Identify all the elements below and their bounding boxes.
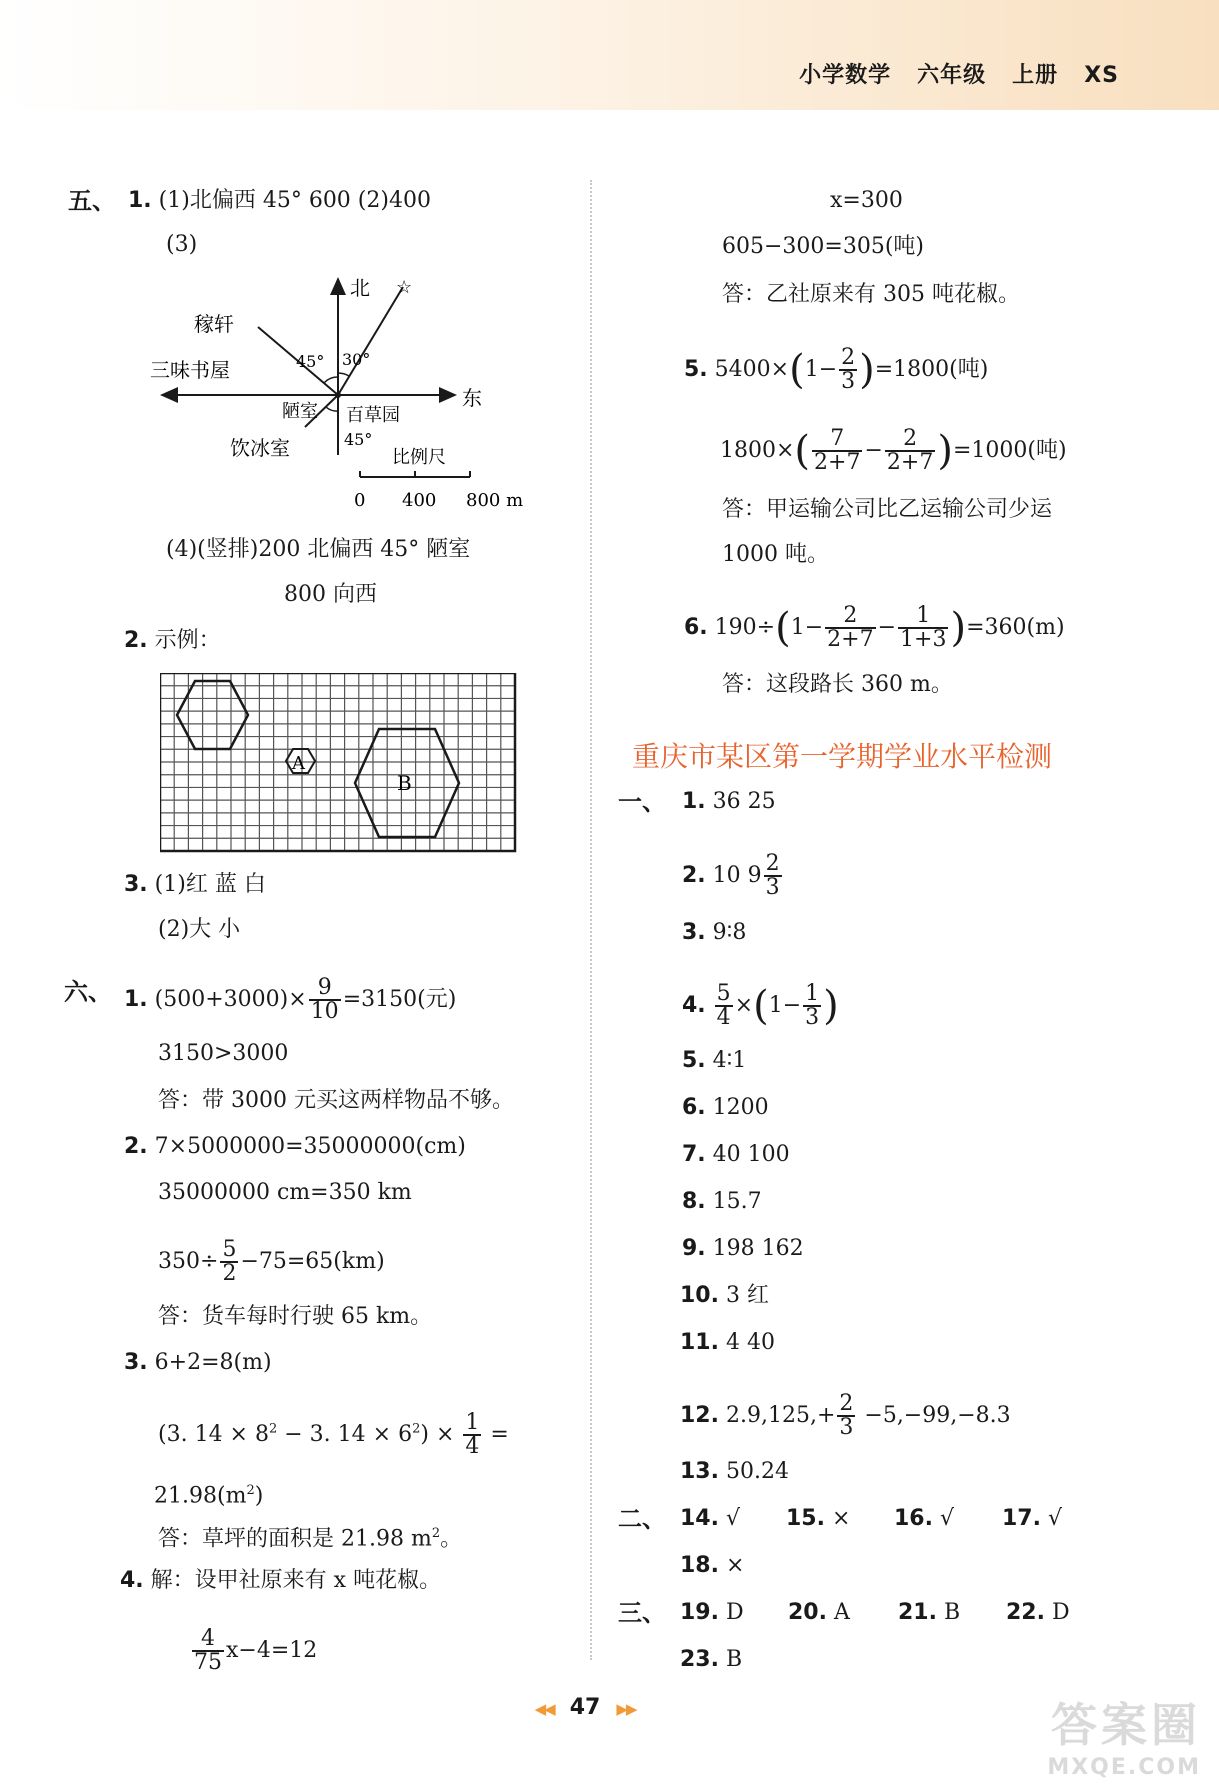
q6-6-answer: 答：这段路长 360 m。 — [722, 672, 953, 697]
q6-5-line1 — [684, 347, 988, 393]
answer-text: 4 40 — [725, 1330, 775, 1355]
fraction-numerator: 5 — [222, 1237, 237, 1262]
answer-text: 1200 — [712, 1095, 769, 1120]
ne-ray — [338, 287, 403, 395]
direction-map — [150, 265, 540, 520]
q5-1-line5: 800 向西 — [284, 582, 377, 607]
q-number: 18. — [680, 1553, 719, 1578]
q-number: 15. — [786, 1506, 825, 1531]
q-number: 21. — [898, 1600, 937, 1625]
header-subject: 小学数学 — [799, 63, 892, 88]
watermark-url: MXQE.COM — [1047, 1755, 1201, 1780]
answer-text: 36 25 — [712, 789, 776, 814]
q-number: 5. — [684, 357, 708, 382]
expr-part: −5,−99,−8.3 — [857, 1403, 1011, 1428]
answer-text: √ — [725, 1506, 741, 1531]
expr-part: =1000(吨) — [952, 438, 1067, 463]
q-number: 1. — [682, 789, 706, 814]
fraction-denominator: 3 — [805, 1005, 820, 1030]
q-number: 2. — [682, 863, 706, 888]
superscript: 2 — [268, 1421, 278, 1437]
angle-arc-sw — [326, 407, 338, 411]
expr-part: 21.98(m — [154, 1483, 247, 1509]
hexagon-grid — [160, 673, 517, 853]
paren: ) — [823, 983, 839, 1029]
superscript: 2 — [431, 1526, 441, 1541]
expr-part: 350÷ — [158, 1249, 219, 1274]
q6-2-answer: 答：货车每时行驶 65 km。 — [158, 1304, 433, 1329]
hexagon-b-label: B — [397, 771, 412, 795]
q5-2-text: 示例： — [154, 628, 221, 653]
angle-arc-nw — [324, 377, 338, 383]
q-number: 13. — [680, 1459, 719, 1484]
section-5-label: 五、 — [68, 187, 116, 215]
map-sanwei: 三味书屋 — [150, 358, 230, 382]
q-number: 9. — [682, 1236, 706, 1261]
q6-1-line2: 3150>3000 — [158, 1041, 289, 1066]
fraction — [715, 983, 733, 1029]
answer-text: 4∶1 — [712, 1048, 747, 1073]
answer-7 — [682, 1140, 790, 1170]
q6-4-line4: 605−300=305(吨) — [722, 234, 925, 259]
q6-5-line2 — [720, 428, 1067, 474]
paren: ) — [937, 428, 953, 474]
map-north: 北 — [350, 276, 370, 300]
map-angle-45a: 45° — [296, 352, 325, 371]
q-number: 10. — [680, 1283, 719, 1308]
answer-text: D — [1051, 1600, 1070, 1625]
q6-1-answer: 答：带 3000 元买这两样物品不够。 — [158, 1088, 514, 1113]
map-yinbing: 饮冰室 — [230, 436, 290, 460]
q5-1-line1 — [128, 186, 431, 216]
scale-tick-400: 400 — [402, 490, 437, 511]
fraction-denominator: 3 — [765, 875, 780, 900]
answer-text: 10 9 — [712, 863, 762, 888]
q6-2-text: 7×5000000=35000000(cm) — [154, 1134, 466, 1159]
answer-23 — [680, 1645, 742, 1675]
column-divider — [590, 180, 592, 1660]
expr-part: −75=65(km) — [240, 1249, 385, 1274]
expr-part: 1− — [790, 615, 824, 640]
fraction-denominator: 3 — [839, 1415, 854, 1440]
fraction-denominator: 10 — [310, 999, 339, 1024]
q-number: 20. — [788, 1600, 827, 1625]
fraction — [812, 428, 862, 474]
q6-2-line2: 35000000 cm=350 km — [158, 1180, 412, 1205]
q5-3-text: (1)红 蓝 白 — [154, 872, 266, 897]
angle-arc-ne — [338, 373, 349, 376]
answer-21 — [898, 1598, 960, 1628]
expr-part: =3150(元) — [342, 987, 457, 1012]
part2-label: 二、 — [618, 1505, 666, 1533]
watermark-logo: 答案圈 — [1051, 1698, 1201, 1752]
q-number: 8. — [682, 1189, 706, 1214]
q6-2-line3 — [158, 1239, 385, 1285]
fraction — [898, 605, 948, 651]
q6-5-answer-1: 答：甲运输公司比乙运输公司少运 — [722, 497, 1053, 522]
map-louroom: 陋室 — [282, 401, 318, 422]
answer-6 — [682, 1093, 769, 1123]
expr-part: 1− — [768, 993, 802, 1018]
expr-part: =360(m) — [966, 615, 1065, 640]
expr-part: 1− — [804, 357, 838, 382]
answer-text: 40 100 — [712, 1142, 790, 1167]
part3-label: 三、 — [618, 1599, 666, 1627]
fraction — [764, 853, 782, 899]
expr-part: 1800× — [720, 438, 795, 463]
fraction-numerator: 1 — [465, 1410, 480, 1435]
fraction — [192, 1628, 224, 1674]
expr-part: − 3. 14 × 6 — [277, 1422, 413, 1447]
q-number: 14. — [680, 1506, 719, 1531]
expr-part: 。 — [440, 1526, 463, 1552]
q5-3-line2: (2)大 小 — [158, 917, 241, 942]
fraction-numerator: 2 — [825, 605, 875, 629]
expr-part: (3. 14 × 8 — [158, 1422, 269, 1447]
fraction-numerator: 2 — [839, 1391, 854, 1416]
answer-text: B — [725, 1647, 743, 1672]
q6-5-answer-2: 1000 吨。 — [722, 542, 829, 567]
header-edition: XS — [1084, 63, 1119, 88]
q5-3-line1 — [124, 870, 266, 900]
answer-20 — [788, 1598, 850, 1628]
answer-text: √ — [1047, 1506, 1063, 1531]
answer-8 — [682, 1187, 762, 1217]
q-number: 7. — [682, 1142, 706, 1167]
answer-text: × — [831, 1506, 851, 1531]
q-number: 6. — [682, 1095, 706, 1120]
q-number: 3. — [682, 920, 706, 945]
q6-3-line3 — [154, 1476, 263, 1511]
paren: ) — [950, 605, 967, 651]
fraction-denominator: 2+7 — [886, 450, 934, 475]
fraction-denominator: 1+3 — [900, 627, 947, 652]
q-number: 11. — [680, 1330, 719, 1355]
expr-part: 答：草坪的面积是 21.98 m — [158, 1526, 432, 1552]
header-grade: 六年级 — [917, 63, 987, 88]
answer-4 — [682, 983, 839, 1029]
q-number: 1. — [128, 188, 152, 213]
q6-4-answer: 答：乙社原来有 305 吨花椒。 — [722, 282, 1020, 307]
fraction — [885, 428, 935, 474]
answer-2 — [682, 853, 784, 899]
exam-section-title: 重庆市某区第一学期学业水平检测 — [632, 740, 1053, 773]
fraction-denominator: 2+7 — [827, 627, 874, 652]
header-band — [0, 0, 1219, 110]
hexagon-a-label: A — [292, 753, 305, 774]
q-number: 4. — [120, 1568, 144, 1593]
q-number: 2. — [124, 1134, 148, 1159]
q6-4-text: 解：设甲社原来有 x 吨花椒。 — [150, 1568, 442, 1593]
paren: ( — [789, 347, 805, 393]
prev-arrows-icon: ◀◀ — [534, 1700, 554, 1718]
answer-19 — [680, 1598, 744, 1628]
answer-22 — [1006, 1598, 1070, 1628]
expr-part: = — [483, 1422, 509, 1447]
q-number: 6. — [684, 615, 708, 640]
book-header — [773, 58, 1119, 89]
expr-part: 5400× — [714, 357, 790, 382]
watermark — [1047, 1689, 1201, 1780]
superscript: 2 — [246, 1483, 255, 1498]
fraction-numerator: 1 — [805, 981, 820, 1006]
q-number: 19. — [680, 1600, 719, 1625]
fraction — [803, 983, 821, 1029]
fraction — [220, 1239, 238, 1285]
q5-1-line4: (4)(竖排)200 北偏西 45° 陋室 — [166, 537, 471, 562]
answer-12 — [680, 1393, 1011, 1439]
q6-1-line1 — [124, 977, 456, 1023]
q-number: 12. — [680, 1403, 719, 1428]
answer-17 — [1002, 1504, 1062, 1534]
fraction-numerator: 1 — [898, 605, 948, 629]
fraction-numerator: 7 — [812, 428, 862, 452]
q-number: 1. — [124, 987, 148, 1012]
answer-10 — [680, 1281, 769, 1311]
expr-part: − — [864, 438, 883, 463]
fraction — [825, 605, 875, 651]
scale-tick-0: 0 — [354, 490, 366, 511]
map-jiaxuan: 稼轩 — [194, 312, 234, 336]
fraction-numerator: 2 — [765, 851, 780, 876]
next-arrows-icon: ▶▶ — [616, 1700, 636, 1718]
fraction-numerator: 4 — [192, 1628, 224, 1652]
answer-text: 9∶8 — [712, 920, 747, 945]
expr-part: =1800(吨) — [874, 357, 989, 382]
q5-2-line1 — [124, 626, 221, 656]
answer-text: √ — [939, 1506, 955, 1531]
section-6-label: 六、 — [64, 978, 112, 1006]
map-star: ☆ — [396, 277, 413, 298]
q5-1-line2: (3) — [166, 232, 198, 257]
expr-part: (500+3000)× — [154, 987, 307, 1012]
fraction-numerator: 5 — [716, 981, 731, 1006]
paren: ( — [775, 605, 791, 651]
scale-tick-800: 800 m — [466, 490, 524, 511]
answer-11 — [680, 1328, 775, 1358]
fraction — [837, 1393, 855, 1439]
hexagon-small — [177, 681, 248, 749]
fraction-denominator: 4 — [465, 1434, 480, 1459]
fraction — [463, 1412, 481, 1458]
map-baicao: 百草园 — [346, 405, 400, 426]
fraction-numerator: 9 — [309, 977, 341, 1001]
answer-1 — [682, 787, 776, 817]
fraction — [839, 347, 857, 393]
q6-6-line1 — [684, 605, 1065, 651]
fraction-denominator: 75 — [194, 1650, 222, 1675]
q-number: 16. — [894, 1506, 933, 1531]
answer-13 — [680, 1457, 789, 1487]
answer-text: 15.7 — [712, 1189, 762, 1214]
answer-text: 198 162 — [712, 1236, 804, 1261]
map-east: 东 — [462, 386, 482, 410]
answer-3 — [682, 918, 746, 948]
expr-part: 190÷ — [714, 615, 776, 640]
q6-4-line1 — [120, 1566, 441, 1596]
paren: ( — [753, 983, 769, 1029]
q-number: 3. — [124, 872, 148, 897]
page-number: 47 — [569, 1695, 601, 1720]
map-scale-label: 比例尺 — [392, 447, 446, 468]
fraction — [309, 977, 341, 1023]
header-volume: 上册 — [1012, 63, 1059, 88]
answer-9 — [682, 1234, 804, 1264]
fraction-numerator: 2 — [841, 345, 856, 370]
origin-dot — [335, 392, 341, 398]
q-number: 2. — [124, 628, 148, 653]
expr-part: 2.9,125,+ — [725, 1403, 836, 1428]
expr-part: ) × — [420, 1422, 455, 1447]
fraction-denominator: 3 — [841, 369, 856, 394]
page-footer — [510, 1695, 660, 1720]
fraction-denominator: 4 — [716, 1005, 731, 1030]
q6-3-answer — [158, 1519, 462, 1554]
q6-4-line2 — [190, 1628, 317, 1674]
expr-part: − — [877, 615, 897, 640]
q-number: 4. — [682, 993, 706, 1018]
map-angle-30: 30° — [342, 350, 371, 369]
answer-16 — [894, 1504, 954, 1534]
map-angle-45b: 45° — [344, 430, 373, 449]
fraction-denominator: 2 — [222, 1261, 237, 1286]
fraction-numerator: 2 — [885, 428, 935, 452]
paren: ) — [859, 347, 875, 393]
q6-3-line2 — [158, 1412, 509, 1458]
answer-text: D — [725, 1600, 744, 1625]
answer-5 — [682, 1046, 746, 1076]
q-number: 17. — [1002, 1506, 1041, 1531]
answer-15 — [786, 1504, 850, 1534]
answer-text: × — [725, 1553, 745, 1578]
expr-part: x−4=12 — [226, 1638, 318, 1663]
q5-1-text: (1)北偏西 45° 600 (2)400 — [158, 188, 431, 213]
answer-18 — [680, 1551, 744, 1581]
q-number: 3. — [124, 1350, 148, 1375]
fraction-denominator: 2+7 — [814, 450, 861, 475]
q6-3-line1 — [124, 1348, 272, 1378]
q-number: 23. — [680, 1647, 719, 1672]
part1-label: 一、 — [618, 788, 666, 816]
answer-text: 3 红 — [725, 1283, 769, 1308]
q-number: 22. — [1006, 1600, 1045, 1625]
expr-part: × — [734, 993, 754, 1018]
answer-14 — [680, 1504, 740, 1534]
grid-lines — [160, 673, 515, 851]
paren: ( — [794, 428, 811, 474]
q6-3-text: 6+2=8(m) — [154, 1350, 272, 1375]
answer-text: B — [943, 1600, 961, 1625]
q-number: 5. — [682, 1048, 706, 1073]
answer-text: A — [833, 1600, 850, 1625]
expr-part: ) — [254, 1483, 264, 1509]
q6-4-line3: x=300 — [830, 188, 903, 213]
answer-text: 50.24 — [725, 1459, 789, 1484]
superscript: 2 — [412, 1421, 421, 1437]
q6-2-line1 — [124, 1132, 466, 1162]
